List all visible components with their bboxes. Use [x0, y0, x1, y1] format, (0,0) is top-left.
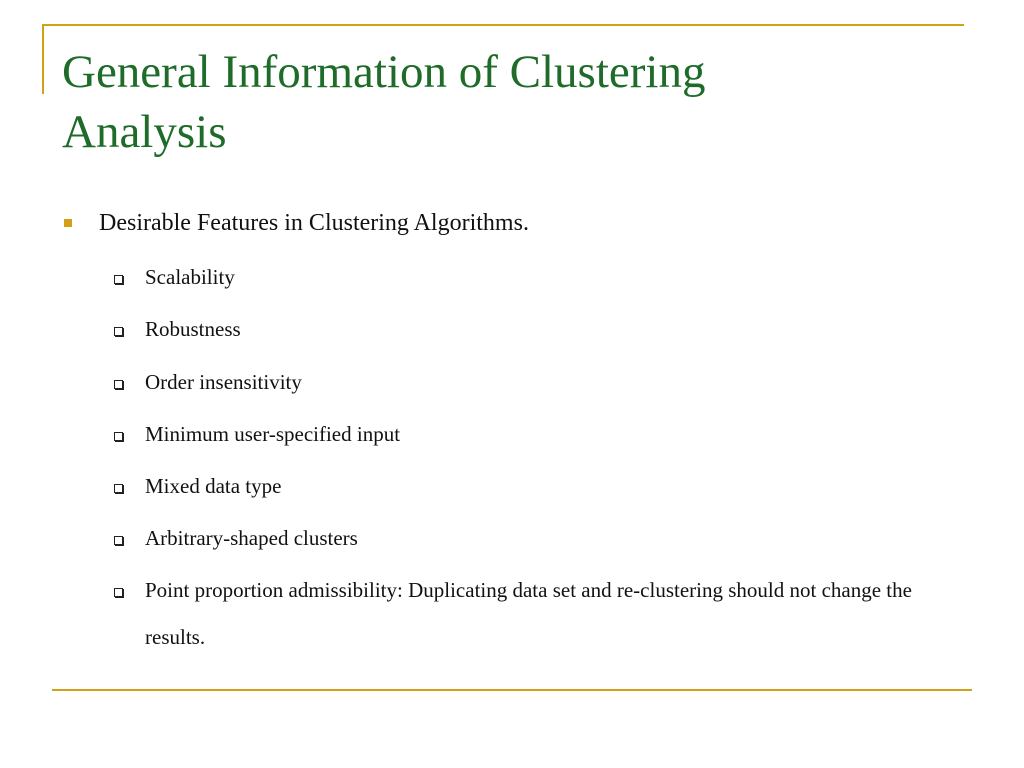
- slide-title-line-2: Analysis: [62, 106, 227, 158]
- sub-bullet-text: Minimum user-specified input: [145, 422, 401, 446]
- sub-bullet-text: Point proportion admissibility: Duplicating data set and re-clustering should not change the results.: [145, 578, 912, 649]
- hollow-square-bullet-icon: [114, 536, 123, 545]
- sub-bullet-text: Order insensitivity: [145, 370, 302, 394]
- hollow-square-bullet-icon: [114, 327, 123, 336]
- bottom-accent-line: [52, 689, 972, 691]
- sub-bullet-text: Arbitrary-shaped clusters: [145, 526, 358, 550]
- sub-bullet-text: Mixed data type: [145, 474, 282, 498]
- hollow-square-bullet-icon: [114, 432, 123, 441]
- sub-bullet-text: Scalability: [145, 265, 235, 289]
- top-accent-line: [42, 24, 964, 26]
- hollow-square-bullet-icon: [114, 484, 123, 493]
- sub-bullet-text: Robustness: [145, 317, 241, 341]
- main-bullet-text: Desirable Features in Clustering Algorithms.: [99, 210, 529, 236]
- left-accent-line: [42, 24, 44, 94]
- slide-title: [62, 42, 962, 162]
- hollow-square-bullet-icon: [114, 588, 123, 597]
- main-bullet-item: [62, 206, 962, 242]
- slide-title-line-1: General Information of Clustering: [62, 46, 706, 98]
- hollow-square-bullet-icon: [114, 275, 123, 284]
- square-bullet-icon: [64, 219, 72, 227]
- hollow-square-bullet-icon: [114, 380, 123, 389]
